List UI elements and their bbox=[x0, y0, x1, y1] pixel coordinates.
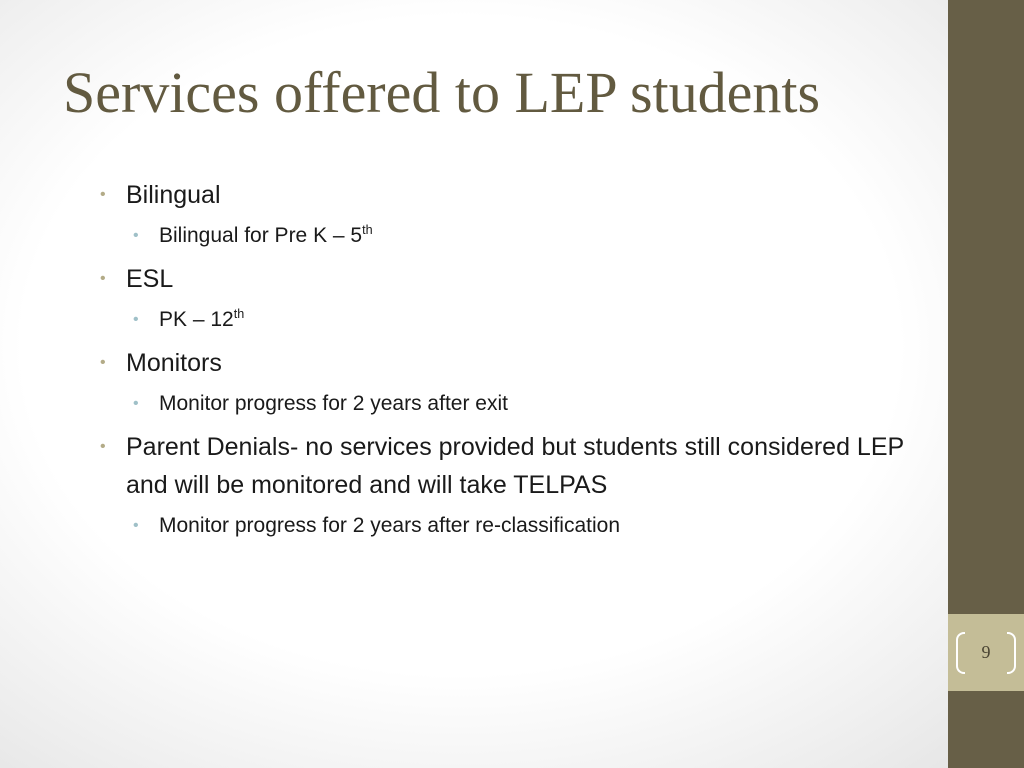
bullet-item bbox=[100, 176, 920, 214]
bullet-text: Monitor progress for 2 years after re-classification bbox=[159, 514, 621, 537]
bullet-text: ESL bbox=[126, 265, 174, 293]
sub-bullet-item bbox=[100, 220, 920, 252]
bullet-item bbox=[100, 344, 920, 382]
bullet-text: Monitors bbox=[126, 349, 222, 377]
sub-bullet-item bbox=[100, 510, 920, 542]
bullet-item bbox=[100, 428, 920, 504]
bullet-dot-icon: • bbox=[133, 517, 139, 534]
bullet-text: Bilingual for Pre K – 5 bbox=[159, 224, 363, 247]
bullet-dot-icon: • bbox=[133, 311, 139, 328]
bullet-text: Monitor progress for 2 years after exit bbox=[159, 392, 508, 415]
page-number-box bbox=[948, 614, 1024, 691]
bullet-dot-icon: • bbox=[100, 270, 106, 287]
bullet-dot-icon: • bbox=[133, 227, 139, 244]
bullet-dot-icon: • bbox=[133, 395, 139, 412]
bullet-item bbox=[100, 260, 920, 298]
bullet-dot-icon: • bbox=[100, 354, 106, 371]
bullet-dot-icon: • bbox=[100, 438, 106, 455]
page-number: 9 bbox=[981, 642, 991, 662]
sub-bullet-item bbox=[100, 304, 920, 336]
superscript: th bbox=[233, 307, 245, 321]
sub-bullet-item bbox=[100, 388, 920, 420]
bullet-text: Parent Denials- no services provided but students still considered LEP and will be monitored and will take TELPAS bbox=[126, 433, 904, 499]
bullet-list bbox=[100, 168, 920, 542]
superscript: th bbox=[362, 223, 373, 237]
bullet-text: PK – 12 bbox=[159, 308, 234, 331]
bullet-text: Bilingual bbox=[126, 181, 221, 209]
bullet-dot-icon: • bbox=[100, 186, 106, 203]
slide-title: Services offered to LEP students bbox=[63, 60, 821, 125]
